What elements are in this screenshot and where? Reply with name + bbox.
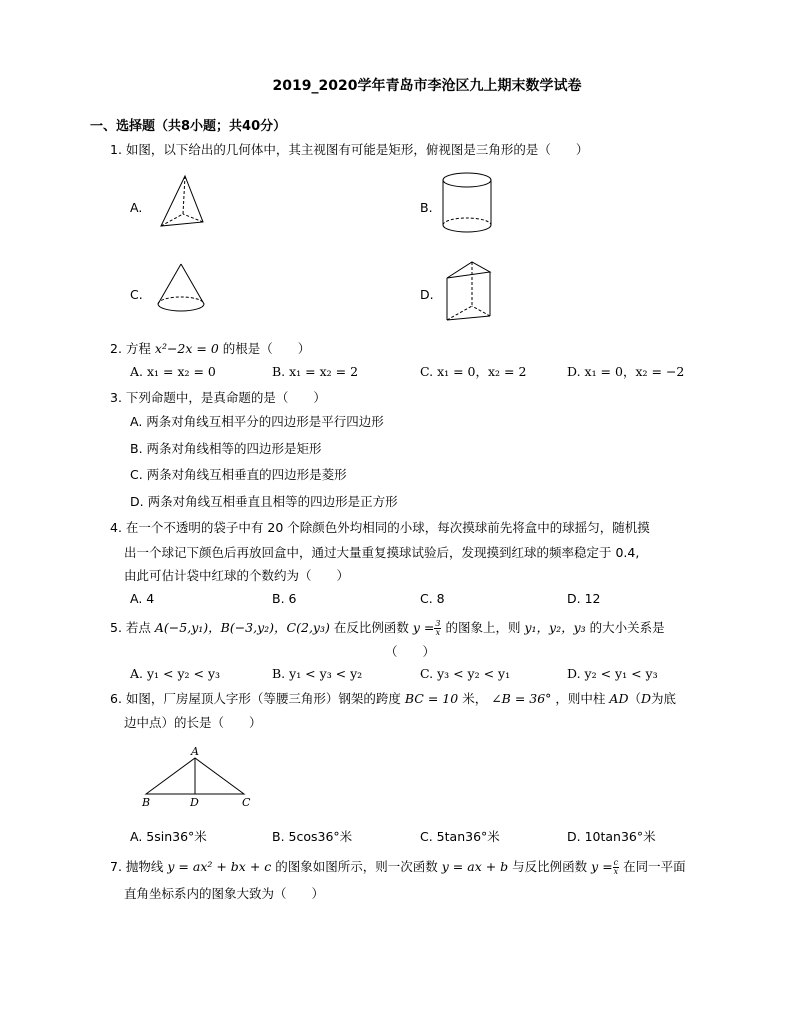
q5-text-a: 5. 若点 (110, 620, 151, 635)
question-3-stem: 3. 下列命题中，是真命题的是（ ） (110, 390, 326, 405)
q4-option-a: A. 4 (130, 591, 155, 606)
q6-figure-truss (138, 746, 258, 810)
q6-label-a: A (191, 746, 199, 758)
question-6-line-2: 边中点）的长是（ ） (124, 715, 262, 730)
q2-equation: x²−2x = 0 (154, 341, 219, 356)
question-4-line-3: 由此可估计袋中红球的个数约为（ ） (124, 568, 350, 583)
q7-frac-num: c (613, 858, 619, 867)
q1-figure-cylinder (440, 170, 495, 236)
q6-option-b: B. 5cos36°米 (272, 829, 353, 844)
q5-text-d: 的大小关系是 (589, 620, 665, 635)
q5-text-b: 在反比例函数 (333, 620, 409, 635)
q7-inverse: y = (591, 859, 613, 874)
q3-option-d: D. 两条对角线互相垂直且相等的四边形是正方形 (130, 494, 398, 509)
question-6-line-1 (110, 690, 676, 708)
q4-option-d: D. 12 (567, 591, 601, 606)
question-1-stem: 1. 如图，以下给出的几何体中，其主视图有可能是矩形，俯视图是三角形的是（ ） (110, 142, 589, 157)
q5-function: y = (412, 620, 435, 635)
q6-point-d: D (641, 691, 652, 706)
q5-option-a: A. y₁ < y₂ < y₃ (130, 666, 221, 681)
q1-option-d-label: D. (420, 287, 434, 302)
question-5-line-1 (110, 619, 665, 637)
q2-stem-text-a: 2. 方程 (110, 341, 151, 356)
q6-text-e: 为底 (651, 691, 677, 706)
q6-option-d: D. 10tan36°米 (567, 829, 656, 844)
q6-label-b: B (142, 796, 151, 809)
q1-figure-triangular-prism (442, 258, 494, 324)
q2-option-a: A. x₁ = x₂ = 0 (130, 364, 216, 379)
q6-span: BC = 10 (404, 691, 459, 706)
q5-option-c: C. y₃ < y₂ < y₁ (420, 666, 511, 681)
q6-label-c: C (242, 796, 251, 809)
q5-text-c: 的图象上，则 (445, 620, 521, 635)
q2-stem-text-b: 的根是（ ） (222, 341, 311, 356)
q3-option-b: B. 两条对角线相等的四边形是矩形 (130, 441, 322, 456)
page-title: 2019_2020学年青岛市李沧区九上期末数学试卷 (272, 78, 582, 94)
q7-linear: y = ax + b (441, 859, 509, 874)
q1-option-a-label: A. (130, 200, 143, 215)
question-7-line-2: 直角坐标系内的图象大致为（ ） (124, 886, 325, 901)
q4-option-b: B. 6 (272, 591, 297, 606)
q6-angle: ∠B = 36° (491, 691, 552, 706)
question-4-line-2: 出一个球记下颜色后再放回盒中，通过大量重复摸球试验后，发现摸到红球的频率稳定于 0.4, (124, 545, 640, 560)
q1-option-c-label: C. (130, 287, 143, 302)
q3-option-a: A. 两条对角线互相平分的四边形是平行四边形 (130, 414, 384, 429)
q6-option-a: A. 5sin36°米 (130, 829, 207, 844)
q2-option-d: D. x₁ = 0，x₂ = −2 (567, 364, 685, 379)
section-heading: 一、选择题（共8小题；共40分） (90, 119, 287, 134)
question-7-line-1 (110, 858, 686, 876)
q1-figure-pyramid (153, 172, 213, 232)
q6-option-c: C. 5tan36°米 (420, 829, 500, 844)
q5-frac-den: x (435, 628, 441, 637)
q7-parabola: y = ax² + bx + c (167, 859, 272, 874)
q2-option-c: C. x₁ = 0，x₂ = 2 (420, 364, 527, 379)
q5-option-d: D. y₂ < y₁ < y₃ (567, 666, 658, 681)
question-4-line-1: 4. 在一个不透明的袋子中有 20 个除颜色外均相同的小球，每次摸球前先将盒中的球摇匀，随机摸 (110, 520, 650, 535)
q6-text-a: 6. 如图，厂房屋顶人字形（等腰三角形）钢架的跨度 (110, 691, 401, 706)
q2-option-b: B. x₁ = x₂ = 2 (272, 364, 359, 379)
q5-frac-num: 3 (435, 619, 441, 628)
q7-frac-den: x (613, 867, 619, 876)
q6-label-d: D (190, 796, 199, 809)
q6-text-c: ，则中柱 (555, 691, 606, 706)
q6-text-d: （ (628, 691, 641, 706)
q4-option-c: C. 8 (420, 591, 445, 606)
q5-option-b: B. y₁ < y₃ < y₂ (272, 666, 363, 681)
q7-text-a: 7. 抛物线 (110, 859, 164, 874)
q7-text-b: 的图象如图所示，则一次函数 (275, 859, 438, 874)
q1-option-b-label: B. (420, 200, 433, 215)
q3-option-c: C. 两条对角线互相垂直的四边形是菱形 (130, 467, 347, 482)
q5-vars: y₁，y₂，y₃ (524, 620, 586, 635)
q5-points: A(−5,y₁)，B(−3,y₂)，C(2,y₃) (154, 620, 330, 635)
q5-fraction (434, 620, 441, 637)
q6-text-b: 米， (462, 691, 488, 706)
q7-text-c: 与反比例函数 (512, 859, 588, 874)
q1-figure-cone (155, 260, 207, 318)
question-2-stem (110, 340, 310, 358)
q7-fraction (613, 859, 619, 876)
question-5-line-2: （ ） (385, 644, 436, 659)
q6-segment-ad: AD (609, 691, 629, 706)
q7-text-d: 在同一平面 (623, 859, 686, 874)
